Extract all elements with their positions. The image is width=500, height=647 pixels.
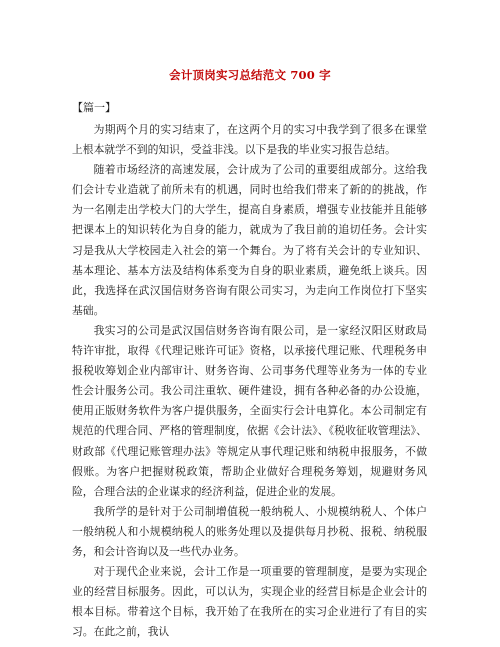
paragraph: 随着市场经济的高速发展，会计成为了公司的重要组成部分。这给我们会计专业造就了前所未有的机遇，同时也给我们带来了新的的挑战，作为一名刚走出学校大门的大学生，提高自身素质，增强专业技能并且能够把课本上的知识转化为自身的能力，就成为了我目前的追切任务。会计实习是我从大学校园走入社会的第一个舞台。为了将有关会计的专业知识、基本理论、基本方法及结构体系变为自身的职业素质，避免纸上谈兵。因此，我选择在武汉国信财务咨询有限公司实习，为走向工作岗位打下坚实基础。 bbox=[72, 163, 427, 317]
paragraph: 对于现代企业来说，会计工作是一项重要的管理制度，是要为实现企业的经营目标服务。因此，可以认为，实现企业的经营目标是企业会计的根本目标。带着这个目标，我开始了在我所在的实习企业进行了有目的实习。在此之前，我认 bbox=[72, 565, 427, 639]
document-title: 会计顶岗实习总结范文 700 字 bbox=[169, 68, 331, 82]
paragraph: 我实习的公司是武汉国信财务咨询有限公司，是一家经汉阳区财政局特许审批，取得《代理记账许可证》资格，以承接代理记账、代理税务申报税收筹划企业内部审计、财务咨询、公司事务代理等业务为一体的专业性会计服务公司。我公司注重软、硬件建设，拥有各种必备的办公设施，使用正版财务软件为客户提供服务，全面实行会计电算化。本公司制定有规范的代理合同、严格的管理制度，依据《会计法》、《税收征收管理法》、财政部《代理记账管理办法》等规定从事代理记账和纳税申报服务，不做假账。为客户把握财税政策，帮助企业做好合理税务筹划，规避财务风险，合理合法的企业谋求的经济利益，促进企业的发展。 bbox=[72, 323, 427, 498]
paragraph: 我所学的是针对于公司制增值税一般纳税人、小规模纳税人、个体户一般纳税人和小规模纳税人的账务处理以及提供每月抄税、报税、纳税服务，和会计咨询以及一些代办业务。 bbox=[72, 504, 427, 558]
paragraph: 为期两个月的实习结束了，在这两个月的实习中我学到了很多在课堂上根本就学不到的知识，受益非浅。以下是我的毕业实习报告总结。 bbox=[72, 123, 427, 157]
section-label: 【篇一】 bbox=[72, 101, 116, 114]
document-body bbox=[72, 120, 427, 642]
